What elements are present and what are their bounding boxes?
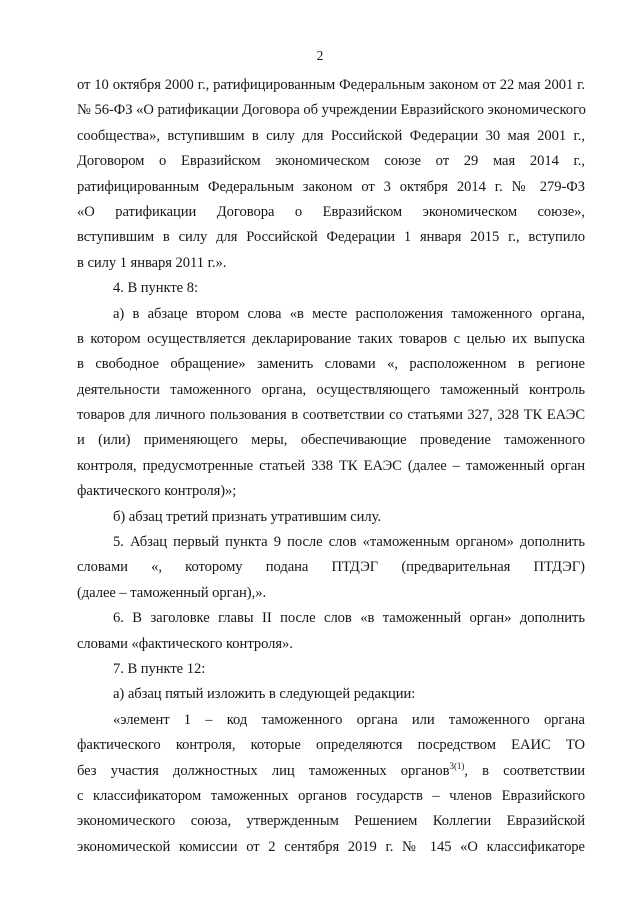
text-line: экономической комиссии от 2 сентября 2019 г. № 145 «О классификаторе	[77, 838, 585, 855]
text-line: с классификатором таможенных органов государств – членов Евразийского	[77, 787, 585, 804]
text-line: словами «фактического контроля».	[77, 635, 293, 652]
text-line: 5. Абзац первый пункта 9 после слов «таможенным органом» дополнить	[113, 534, 585, 551]
text-line: а) в абзаце втором слова «в месте расположения таможенного органа,	[113, 305, 585, 322]
text-line: 6. В заголовке главы II после слов «в таможенный орган» дополнить	[113, 610, 585, 627]
text-line: вступившим в силу для Российской Федерации 1 января 2015 г., вступило	[77, 229, 585, 246]
text-line: без участия должностных лиц таможенных органов$^{3(1)}$, в соответствии	[77, 760, 586, 779]
text-line: контроля, предусмотренные статьей 338 ТК ЕАЭС (далее – таможенный орган	[77, 457, 585, 474]
text-line: от 10 октября 2000 г., ратифицированным Федеральным законом от 22 мая 2001 г.	[77, 77, 585, 93]
text-line: в свободное обращение» заменить словами «, расположенном в регионе	[77, 356, 585, 373]
text-line: экономического союза, утвержденным Решением Коллегии Евразийской	[77, 813, 585, 830]
footnote-reference: 3(1)	[449, 760, 465, 771]
text-line: и (или) применяющего меры, обеспечивающие проведение таможенного	[77, 432, 585, 449]
text-line: деятельности таможенного органа, осуществляющего таможенный контроль	[77, 381, 585, 398]
text-line: товаров для личного пользования в соответствии со статьями 327, 328 ТК ЕАЭС	[77, 407, 585, 424]
text-line: Договором о Евразийском экономическом союзе от 29 мая 2014 г.,	[77, 153, 585, 170]
text-line: (далее – таможенный орган),».	[77, 584, 267, 601]
text-line: № 56-ФЗ «О ратификации Договора об учреждении Евразийского экономического	[77, 102, 586, 119]
text-line: ратифицированным Федеральным законом от 3 октября 2014 г. № 279-ФЗ	[77, 178, 585, 195]
text-line: фактического контроля, которые определяются посредством ЕАИС ТО	[77, 737, 585, 754]
text-line: «элемент 1 – код таможенного органа или таможенного органа	[113, 711, 585, 728]
text-line: 7. В пункте 12:	[113, 660, 206, 677]
text-line: фактического контроля)»;	[77, 483, 237, 500]
text-line: «О ратификации Договора о Евразийском экономическом союзе»,	[77, 203, 585, 220]
text-line: 4. В пункте 8:	[113, 280, 198, 297]
text-line: в силу 1 января 2011 г.».	[77, 254, 227, 271]
text-line: а) абзац пятый изложить в следующей редакции:	[113, 686, 416, 703]
text-line: в котором осуществляется декларирование таких товаров с целью их выпуска	[77, 330, 585, 347]
body-text	[77, 73, 585, 860]
text-line: сообщества», вступившим в силу для Российской Федерации 30 мая 2001 г.,	[77, 127, 585, 144]
text-line: б) абзац третий признать утратившим силу.	[113, 508, 382, 525]
text-line: словами «, которому подана ПТДЭГ (предварительная ПТДЭГ)	[77, 559, 585, 576]
page-number: 2	[316, 48, 324, 63]
